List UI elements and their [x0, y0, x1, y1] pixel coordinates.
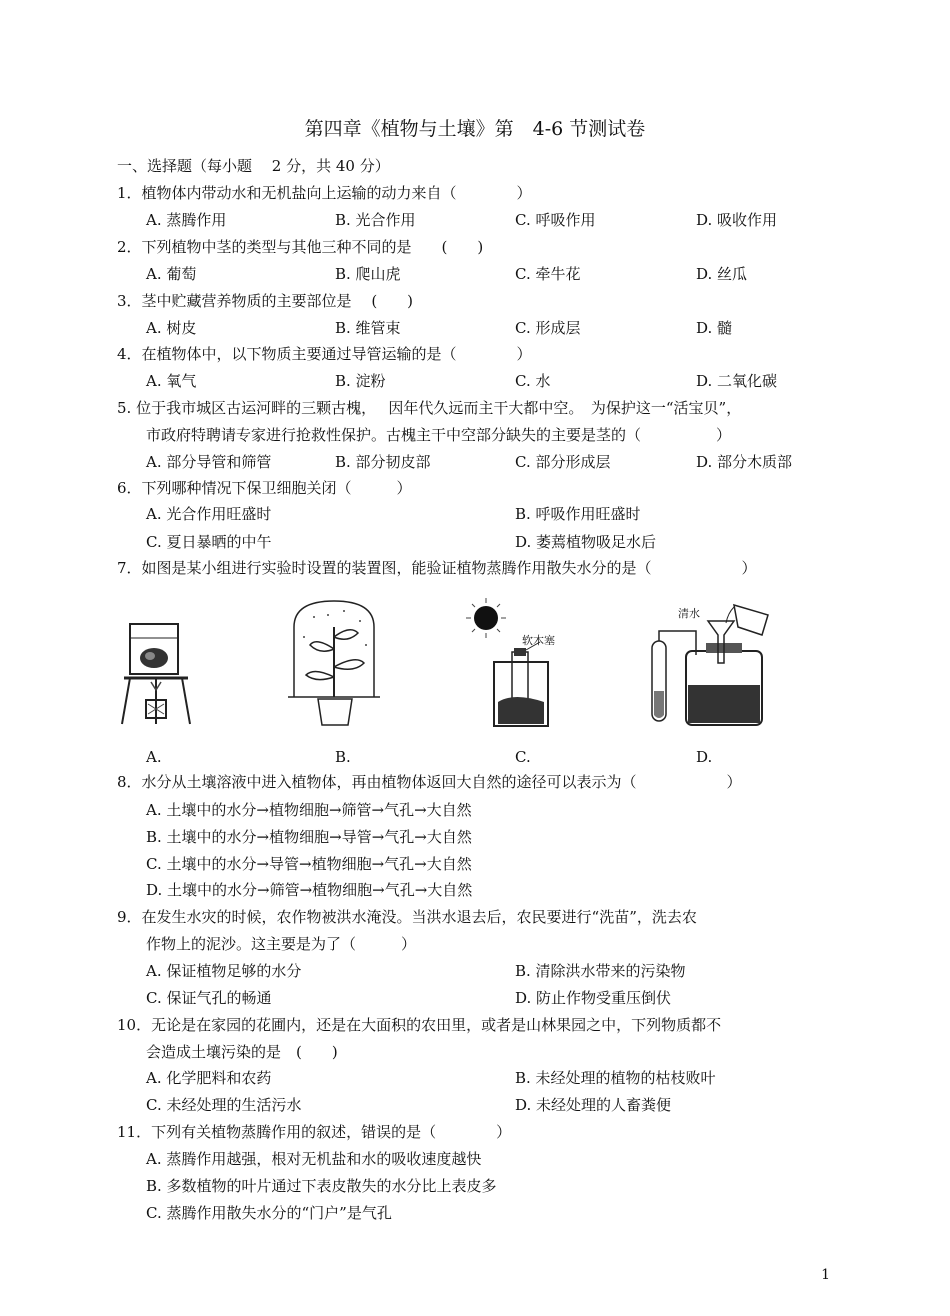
- question-5-cont: 市政府特聘请专家进行抢救性保护。古槐主干中空部分缺失的主要是茎的（ ）: [146, 426, 732, 444]
- q8-option-c: C. 土壤中的水分→导管→植物细胞→气孔→大自然: [146, 855, 472, 873]
- q6-option-a: A. 光合作用旺盛时: [146, 505, 272, 523]
- question-7: 7．如图是某小组进行实验时设置的装置图，能验证植物蒸腾作用散失水分的是（ ）: [117, 559, 757, 577]
- q2-option-c: C. 牵牛花: [515, 265, 581, 283]
- q1-option-d: D. 吸收作用: [696, 211, 778, 229]
- question-1: 1．植物体内带动水和无机盐向上运输的动力来自（ ）: [117, 184, 532, 202]
- q1-option-c: C. 呼吸作用: [515, 211, 596, 229]
- q4-option-a: A. 氧气: [146, 372, 197, 390]
- q4-option-b: B. 淀粉: [335, 372, 386, 390]
- q11-option-c: C. 蒸腾作用散失水分的“门户”是气孔: [146, 1204, 392, 1222]
- q5-option-d: D. 部分木质部: [696, 453, 793, 471]
- apparatus-d-figure: [642, 601, 782, 731]
- q8-option-d: D. 土壤中的水分→筛管→植物细胞→气孔→大自然: [146, 881, 473, 899]
- water-label: 清水: [678, 607, 700, 620]
- section-heading: 一、选择题（每小题 2 分，共 40 分）: [117, 157, 390, 175]
- q3-option-d: D. 髓: [696, 319, 733, 337]
- q11-option-b: B. 多数植物的叶片通过下表皮散失的水分比上表皮多: [146, 1177, 497, 1195]
- q2-option-a: A. 葡萄: [146, 265, 197, 283]
- q10-option-d: D. 未经处理的人畜粪便: [515, 1096, 672, 1114]
- question-3: 3．茎中贮藏营养物质的主要部位是 ( ): [117, 292, 414, 310]
- q3-option-c: C. 形成层: [515, 319, 581, 337]
- page-number: 1: [821, 1267, 830, 1283]
- apparatus-c-figure: [464, 596, 574, 730]
- q7-option-d: D.: [696, 748, 713, 766]
- q5-option-c: C. 部分形成层: [515, 453, 611, 471]
- question-5: 5. 位于我市城区古运河畔的三颗古槐， 因年代久远而主干大都中空。 为保护这一“活宝贝”，: [117, 399, 742, 417]
- q5-option-a: A. 部分导管和筛管: [146, 453, 272, 471]
- question-10-cont: 会造成土壤污染的是 ( ): [146, 1043, 338, 1061]
- q9-option-c: C. 保证气孔的畅通: [146, 989, 272, 1007]
- q10-option-b: B. 未经处理的植物的枯枝败叶: [515, 1069, 716, 1087]
- question-8: 8．水分从土壤溶液中进入植物体，再由植物体返回大自然的途径可以表示为（ ）: [117, 773, 742, 791]
- question-2: 2．下列植物中茎的类型与其他三种不同的是 ( ): [117, 238, 484, 256]
- q11-option-a: A. 蒸腾作用越强，根对无机盐和水的吸收速度越快: [146, 1150, 482, 1168]
- q8-option-a: A. 土壤中的水分→植物细胞→筛管→气孔→大自然: [146, 801, 472, 819]
- q1-option-a: A. 蒸腾作用: [146, 211, 227, 229]
- q7-option-c: C.: [515, 748, 531, 766]
- q8-option-b: B. 土壤中的水分→植物细胞→导管→气孔→大自然: [146, 828, 472, 846]
- apparatus-b-figure: [284, 597, 384, 729]
- q9-option-b: B. 清除洪水带来的污染物: [515, 962, 686, 980]
- q9-option-d: D. 防止作物受重压倒伏: [515, 989, 672, 1007]
- question-6: 6．下列哪种情况下保卫细胞关闭（ ）: [117, 479, 412, 497]
- q9-option-a: A. 保证植物足够的水分: [146, 962, 302, 980]
- q4-option-d: D. 二氧化碳: [696, 372, 778, 390]
- apparatus-a-figure: [118, 620, 198, 730]
- q2-option-b: B. 爬山虎: [335, 265, 401, 283]
- page-title: 第四章《植物与土壤》第 4-6 节测试卷: [304, 118, 646, 140]
- q7-option-b: B.: [335, 748, 351, 766]
- question-10: 10．无论是在家园的花圃内，还是在大面积的农田里，或者是山林果园之中，下列物质都不: [117, 1016, 722, 1034]
- question-4: 4．在植物体中，以下物质主要通过导管运输的是（ ）: [117, 345, 532, 363]
- question-11: 11．下列有关植物蒸腾作用的叙述，错误的是（ ）: [117, 1123, 512, 1141]
- q10-option-a: A. 化学肥料和农药: [146, 1069, 272, 1087]
- q10-option-c: C. 未经处理的生活污水: [146, 1096, 302, 1114]
- q3-option-b: B. 维管束: [335, 319, 401, 337]
- q5-option-b: B. 部分韧皮部: [335, 453, 431, 471]
- q3-option-a: A. 树皮: [146, 319, 197, 337]
- cork-label: 软木塞: [522, 634, 555, 647]
- q7-option-a: A.: [146, 748, 162, 766]
- q6-option-c: C. 夏日暴晒的中午: [146, 533, 272, 551]
- q4-option-c: C. 水: [515, 372, 551, 390]
- q1-option-b: B. 光合作用: [335, 211, 416, 229]
- q2-option-d: D. 丝瓜: [696, 265, 748, 283]
- question-9: 9．在发生水灾的时候，农作物被洪水淹没。当洪水退去后，农民要进行“洗苗”，洗去农: [117, 908, 697, 926]
- q6-option-d: D. 萎蔫植物吸足水后: [515, 533, 657, 551]
- q6-option-b: B. 呼吸作用旺盛时: [515, 505, 641, 523]
- question-9-cont: 作物上的泥沙。这主要是为了（ ）: [146, 935, 417, 953]
